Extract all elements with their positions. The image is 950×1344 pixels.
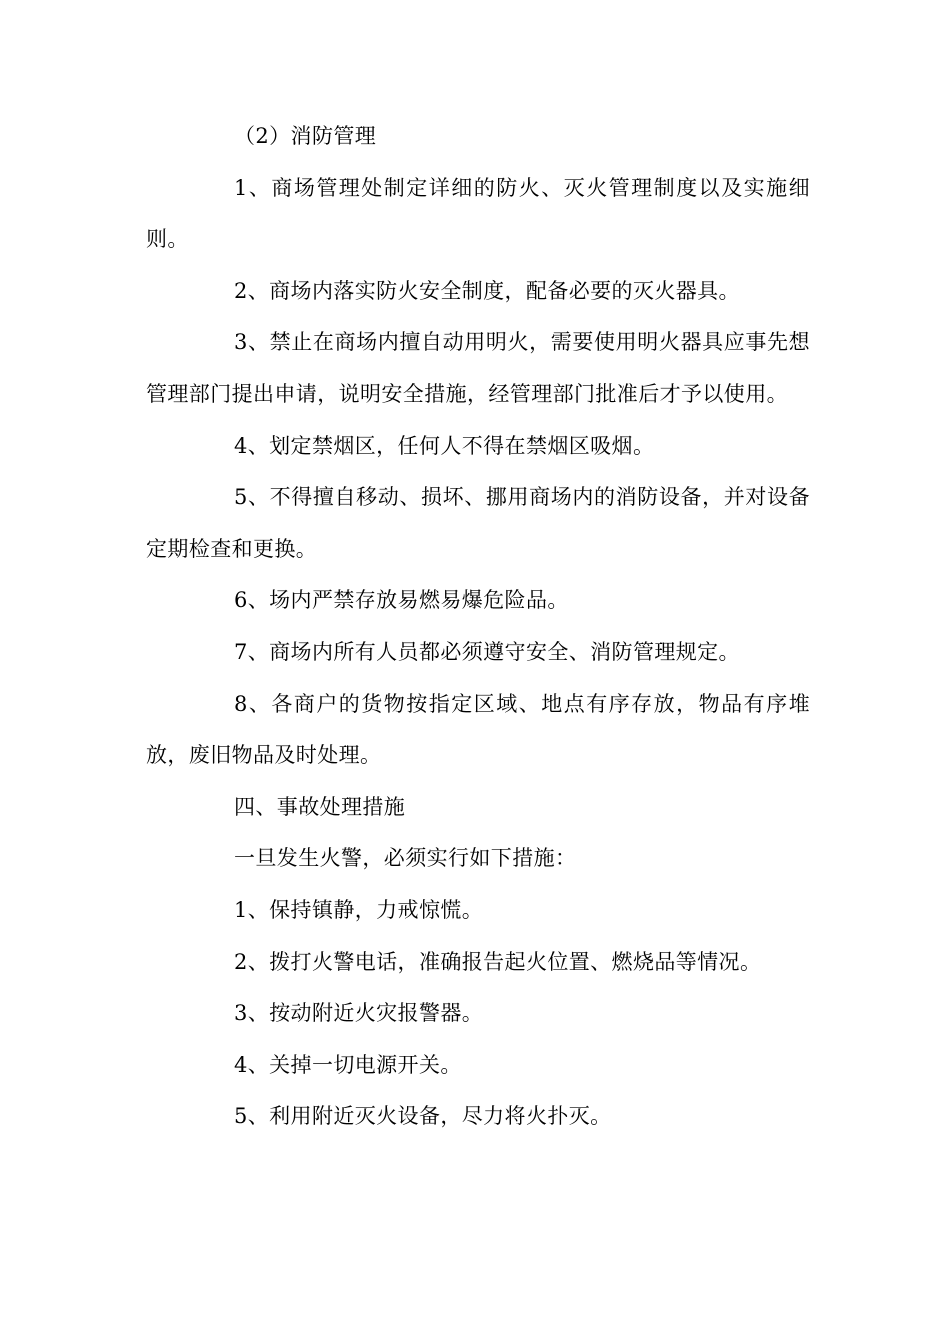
paragraph-measure-4: 4、关掉一切电源开关。: [234, 1052, 462, 1077]
paragraph-intro-measures: 一旦发生火警，必须实行如下措施：: [234, 846, 577, 871]
paragraph-rule-1: 1、商场管理处制定详细的防火、灭火管理制度以及实施细则。: [146, 175, 810, 252]
paragraph-rule-3: 3、禁止在商场内擅自动用明火，需要使用明火器具应事先想管理部门提出申请，说明安全措施，经管理部门批准后才予以使用。: [146, 330, 810, 406]
paragraph-measure-3: 3、按动附近火灾报警器。: [234, 1001, 484, 1026]
section-heading-accident-measures: 四、事故处理措施: [234, 794, 406, 819]
paragraph-rule-7: 7、商场内所有人员都必须遵守安全、消防管理规定。: [234, 639, 740, 664]
paragraph-measure-5: 5、利用附近灭火设备，尽力将火扑灭。: [234, 1104, 612, 1129]
paragraph-rule-2: 2、商场内落实防火安全制度，配备必要的灭火器具。: [234, 278, 740, 303]
paragraph-rule-4: 4、划定禁烟区，任何人不得在禁烟区吸烟。: [234, 433, 655, 458]
paragraph-measure-1: 1、保持镇静，力戒惊慌。: [234, 897, 484, 922]
paragraph-rule-6: 6、场内严禁存放易燃易爆危险品。: [234, 588, 569, 613]
paragraph-rule-8: 8、各商户的货物按指定区域、地点有序存放，物品有序堆放，废旧物品及时处理。: [146, 691, 810, 768]
section-heading-fire-management: （2）消防管理: [234, 124, 377, 148]
paragraph-measure-2: 2、拨打火警电话，准确报告起火位置、燃烧品等情况。: [234, 949, 762, 974]
paragraph-rule-5: 5、不得擅自移动、损坏、挪用商场内的消防设备，并对设备定期检查和更换。: [146, 485, 810, 561]
document-body: [146, 111, 810, 1143]
